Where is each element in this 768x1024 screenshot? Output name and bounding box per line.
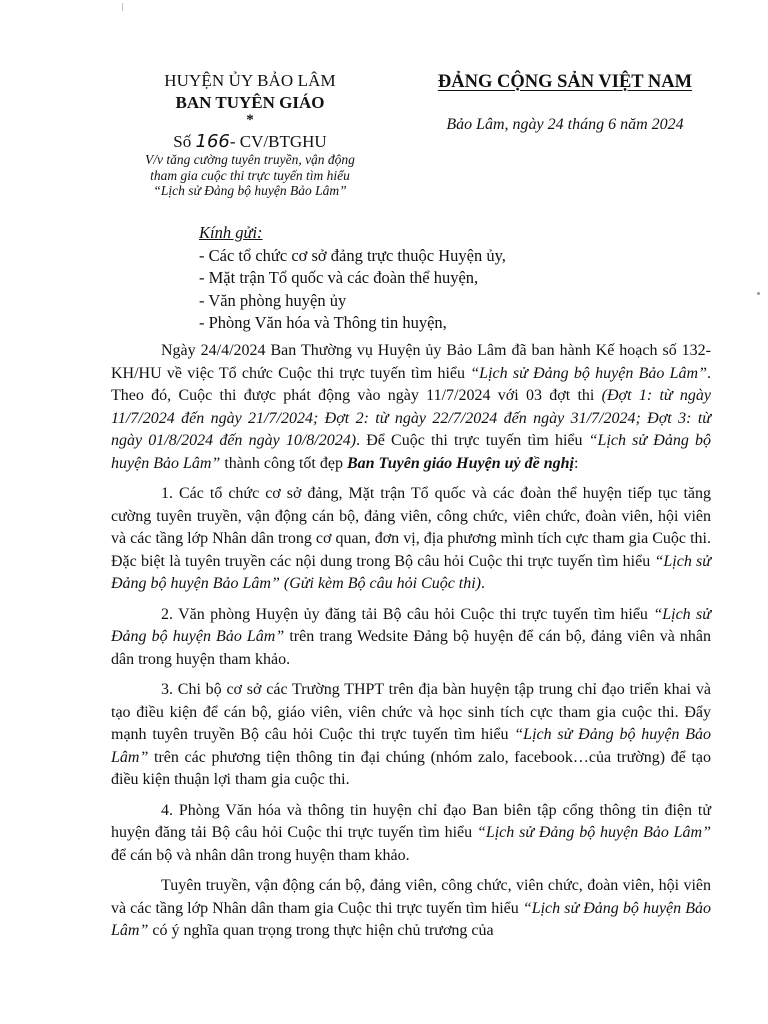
text-run: 3. Chi bộ cơ sở các Trường THPT trên địa bàn huyện tập trung chỉ đạo triển khai và tạo điều kiện để cán bộ, giáo viên, viên chức và học sinh tích cực tham gia cuộc thi. Đẩy mạnh tuyên truyền Bộ câu hỏi Cuộc thi trực tuyến tìm hiểu (111, 681, 711, 743)
scan-mark: | (122, 2, 124, 11)
text-run: Tuyên truyền, vận động cán bộ, đảng viên, công chức, viên chức, đoàn viên, hội viên và các tầng lớp Nhân dân tham gia Cuộc thi trực tuyến tìm hiểu (111, 877, 711, 917)
document-number (120, 131, 380, 152)
subject-line: tham gia cuộc thi trực tuyến tìm hiểu (150, 167, 350, 183)
recipients-block (199, 222, 506, 335)
text-run: . Theo đó, Cuộc thi được phát động vào ngày 11/7/2024 với 03 đợt thi (111, 364, 711, 404)
text-run: Ngày 24/4/2024 Ban Thường vụ Huyện ủy Bảo Lâm đã ban hành Kế hoạch số 132-KH/HU về việc Tổ chức Cuộc thi trực tuyến tìm hiểu (111, 342, 711, 382)
text-run: thành công tốt đẹp (220, 454, 347, 472)
contest-title: “Lịch sử Đảng bộ huyện Bảo Lâm” (111, 432, 711, 472)
document-subject (100, 152, 400, 199)
text-run: . Để Cuộc thi trực tuyến tìm hiểu (356, 432, 589, 449)
contest-title: “Lịch sử Đảng bộ huyện Bảo Lâm” (476, 824, 712, 841)
scan-speck (757, 292, 760, 295)
contest-title: “Lịch sử Đảng bộ huyện Bảo Lâm” (Gửi kèm Bộ câu hỏi Cuộc thi) (111, 552, 712, 592)
paragraph-item-3 (111, 679, 711, 792)
place-date: Bảo Lâm, ngày 24 tháng 6 năm 2024 (446, 116, 684, 133)
subject-line: V/v tăng cường tuyên truyền, vận động (145, 152, 355, 167)
paragraph-item-4 (111, 800, 711, 868)
recipient-item: - Phòng Văn hóa và Thông tin huyện, (199, 313, 447, 332)
contest-rounds: (Đợt 1: từ ngày 11/7/2024 đến ngày 21/7/2024; Đợt 2: từ ngày 22/7/2024 đến ngày 31/7/2024; Đợt 3: từ ngày 01/8/2024 đến ngày 10/8/2024) (111, 387, 712, 449)
contest-title: “Lịch sử Đảng bộ huyện Bảo Lâm” (470, 364, 707, 382)
paragraph-item-2 (111, 604, 711, 672)
subject-line: “Lịch sử Đảng bộ huyện Bảo Lâm” (153, 183, 347, 198)
recipient-item: - Mặt trận Tổ quốc và các đoàn thể huyện, (199, 268, 479, 287)
contest-title: “Lịch sử Đảng bộ huyện Bảo Lâm” (111, 726, 712, 766)
text-run: 4. Phòng Văn hóa và thông tin huyện chỉ đạo Ban biên tập cổng thông tin điện tử huyện đăng tải Bộ câu hỏi Cuộc thi trực tuyến tìm hiểu (111, 801, 711, 841)
text-run: để cán bộ và nhân dân trong huyện tham khảo. (111, 846, 410, 864)
department-name: BAN TUYÊN GIÁO (175, 93, 325, 112)
recipient-item: - Văn phòng huyện ủy (199, 290, 347, 310)
text-run: . (481, 575, 486, 592)
paragraph-item-1 (111, 483, 711, 596)
greeting: Kính gửi: (199, 223, 263, 242)
document-body (111, 340, 711, 951)
text-run: có ý nghĩa quan trọng trong thực hiện chủ trương của (148, 922, 494, 939)
handwritten-number: 166 (195, 131, 230, 152)
recipient-item: - Các tổ chức cơ sở đảng trực thuộc Huyện ủy, (199, 245, 506, 265)
proposer: Ban Tuyên giáo Huyện uỷ đề nghị (346, 454, 574, 472)
contest-title: “Lịch sử Đảng bộ huyện Bảo Lâm” (111, 605, 712, 645)
header-star: * (246, 112, 254, 128)
contest-title: “Lịch sử Đảng bộ huyện Bảo Lâm” (111, 899, 712, 939)
number-suffix: - CV/BTGHU (229, 132, 327, 151)
party-name: ĐẢNG CỘNG SẢN VIỆT NAM (437, 72, 693, 92)
text-run: trên các phương tiện thông tin đại chúng (nhóm zalo, facebook…của trường) để tạo điều kiện thuận lợi tham gia cuộc thi. (111, 748, 711, 788)
number-prefix: Số (173, 132, 192, 151)
agency-name: HUYỆN ỦY BẢO LÂM (164, 71, 336, 90)
text-run: trên trang Wedsite Đảng bộ huyện để cán bộ, đảng viên và nhân dân trong huyện tham khảo. (111, 628, 711, 668)
text-run: : (573, 454, 579, 472)
text-run: 2. Văn phòng Huyện ủy đăng tải Bộ câu hỏi Cuộc thi trực tuyến tìm hiểu (161, 605, 654, 623)
paragraph-closing (111, 875, 711, 943)
paragraph-intro (111, 340, 711, 475)
text-run: 1. Các tổ chức cơ sở đảng, Mặt trận Tổ quốc và các đoàn thể huyện tiếp tục tăng cường tuyên truyền, vận động cán bộ, đảng viên, công chức, viên chức, đoàn viên, hội viên và các tầng lớp Nhân dân trong cơ quan, đơn vị, địa phương mình tích cực tham gia Cuộc thi. Đặc biệt là tuyên truyền các nội dung trong Bộ câu hỏi Cuộc thi trực tuyến tìm hiểu (111, 485, 711, 570)
